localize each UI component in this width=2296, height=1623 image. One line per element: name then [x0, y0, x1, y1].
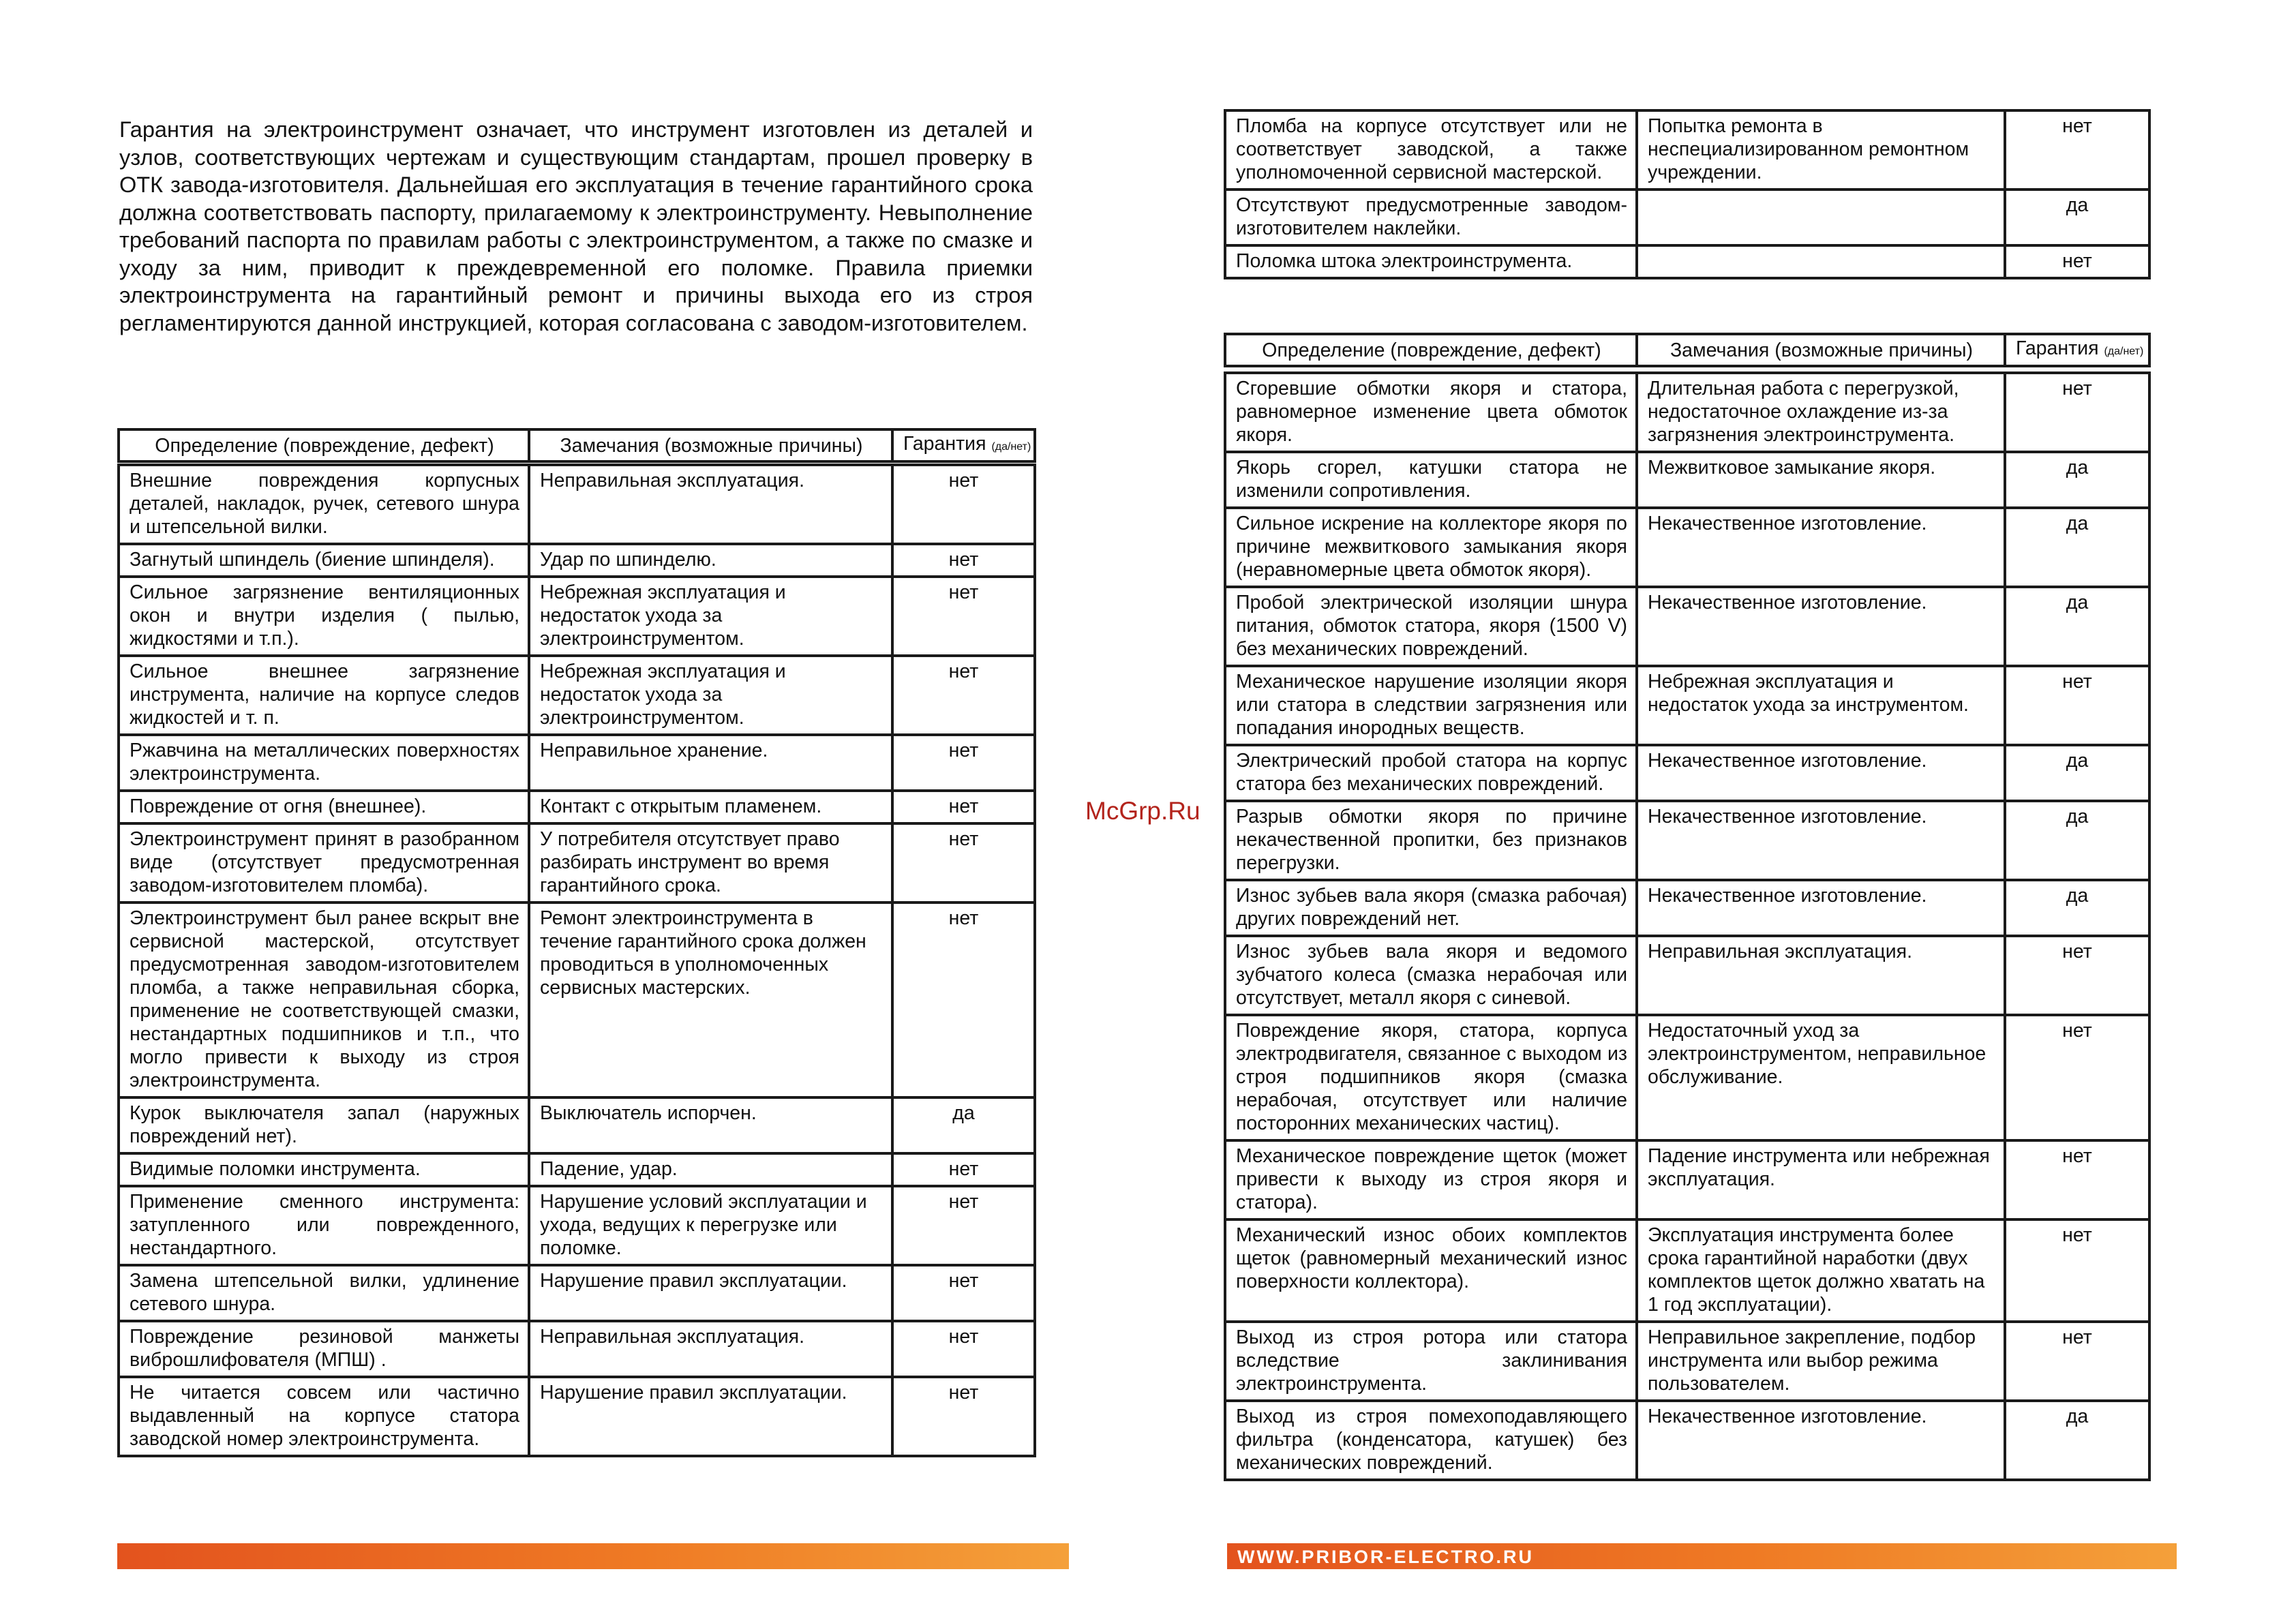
- warranty-cell: нет: [2005, 1015, 2149, 1140]
- left-table-row: [119, 735, 1035, 791]
- remarks-cell: Недостаточный уход за электроинструментом, неправильное обслуживание.: [1637, 1015, 2005, 1140]
- remarks-cell: Длительная работа с перегрузкой, недостаточное охлаждение из-за загрязнения электроинструмента.: [1637, 373, 2005, 452]
- right-table-row: [1225, 936, 2149, 1015]
- remarks-cell: Контакт с открытым пламенем.: [529, 791, 892, 823]
- definition-cell: Поломка штока электроинструмента.: [1225, 245, 1637, 278]
- right-table-row: [1225, 373, 2149, 452]
- remarks-cell: Нарушение правил эксплуатации.: [529, 1265, 892, 1321]
- left-table-row: [119, 1097, 1035, 1153]
- definition-cell: Загнутый шпиндель (биение шпинделя).: [119, 544, 529, 577]
- warranty-cell: да: [2005, 189, 2149, 245]
- footer-band-left: [117, 1543, 1069, 1569]
- warranty-cell: да: [2005, 587, 2149, 666]
- warranty-cell: нет: [892, 544, 1035, 577]
- remarks-cell: Некачественное изготовление.: [1637, 1401, 2005, 1480]
- remarks-cell: Некачественное изготовление.: [1637, 801, 2005, 880]
- definition-cell: Износ зубьев вала якоря (смазка рабочая) других повреждений нет.: [1225, 880, 1637, 936]
- remarks-cell: Падение инструмента или небрежная эксплуатация.: [1637, 1140, 2005, 1219]
- left-defects-table: [117, 464, 1036, 1457]
- remarks-cell: Нарушение условий эксплуатации и ухода, ведущих к перегрузке или поломке.: [529, 1186, 892, 1265]
- right-table-row: [1225, 880, 2149, 936]
- warranty-cell: нет: [892, 902, 1035, 1097]
- right-top-table-row: [1225, 245, 2149, 278]
- definition-cell: Сильное загрязнение вентиляционных окон и внутри изделия ( пылью, жидкостями и т.п.).: [119, 577, 529, 656]
- definition-cell: Повреждение якоря, статора, корпуса электродвигателя, связанное с выходом из строя подшипников якоря (смазка нерабочая, отсутствует или наличие посторонних механических частиц).: [1225, 1015, 1637, 1140]
- header-warranty-note-right: (да/нет): [2104, 346, 2144, 357]
- right-table-row: [1225, 1015, 2149, 1140]
- left-table-row: [119, 1321, 1035, 1377]
- warranty-cell: нет: [2005, 936, 2149, 1015]
- definition-cell: Применение сменного инструмента: затупленного или поврежденного, нестандартного.: [119, 1186, 529, 1265]
- warranty-cell: нет: [892, 1265, 1035, 1321]
- right-table-row: [1225, 666, 2149, 745]
- remarks-cell: Неправильное закрепление, подбор инструмента или выбор режима пользователем.: [1637, 1322, 2005, 1401]
- definition-cell: Выход из строя ротора или статора вследствие заклинивания электроинструмента.: [1225, 1322, 1637, 1401]
- warranty-cell: нет: [892, 1321, 1035, 1377]
- remarks-cell: Ремонт электроинструмента в течение гарантийного срока должен проводиться в уполномоченных сервисных мастерских.: [529, 902, 892, 1097]
- remarks-cell: Некачественное изготовление.: [1637, 880, 2005, 936]
- right-table-row: [1225, 508, 2149, 587]
- remarks-cell: Неправильная эксплуатация.: [1637, 936, 2005, 1015]
- header-warranty-right: [2005, 334, 2149, 366]
- definition-cell: Замена штепсельной вилки, удлинение сетевого шнура.: [119, 1265, 529, 1321]
- definition-cell: Сгоревшие обмотки якоря и статора, равномерное изменение цвета обмоток якоря.: [1225, 373, 1637, 452]
- left-table-row: [119, 902, 1035, 1097]
- right-table-row: [1225, 801, 2149, 880]
- right-table-row: [1225, 1140, 2149, 1219]
- left-table-row: [119, 544, 1035, 577]
- header-warranty-note: (да/нет): [991, 441, 1031, 453]
- warranty-cell: нет: [2005, 245, 2149, 278]
- definition-cell: Электроинструмент был ранее вскрыт вне сервисной мастерской, отсутствует предусмотренная заводом-изготовителем пломба, а также неправильная сборка, применение не соответствующей смазки, нестандартных подшипников и т.п., что могло привести к выходу из строя электроинструмента.: [119, 902, 529, 1097]
- header-definition: Определение (повреждение, дефект): [119, 429, 529, 461]
- warranty-cell: нет: [892, 735, 1035, 791]
- warranty-cell: да: [2005, 1401, 2149, 1480]
- warranty-cell: нет: [2005, 373, 2149, 452]
- definition-cell: Сильное внешнее загрязнение инструмента, наличие на корпусе следов жидкостей и т. п.: [119, 656, 529, 735]
- right-table-row: [1225, 745, 2149, 801]
- warranty-cell: да: [2005, 508, 2149, 587]
- definition-cell: Видимые поломки инструмента.: [119, 1153, 529, 1186]
- remarks-cell: Попытка ремонта в неспециализированном ремонтном учреждении.: [1637, 110, 2005, 189]
- warranty-cell: нет: [2005, 666, 2149, 745]
- header-remarks-right: Замечания (возможные причины): [1637, 334, 2005, 366]
- remarks-cell: Удар по шпинделю.: [529, 544, 892, 577]
- warranty-cell: нет: [2005, 1140, 2149, 1219]
- remarks-cell: Нарушение правил эксплуатации.: [529, 1377, 892, 1456]
- right-table-row: [1225, 1401, 2149, 1480]
- remarks-cell: Межвитковое замыкание якоря.: [1637, 452, 2005, 508]
- header-definition-right: Определение (повреждение, дефект): [1225, 334, 1637, 366]
- left-table-row: [119, 577, 1035, 656]
- warranty-cell: да: [2005, 452, 2149, 508]
- remarks-cell: Неправильная эксплуатация.: [529, 465, 892, 544]
- watermark-text: McGrp.Ru: [1085, 797, 1200, 825]
- warranty-cell: нет: [892, 791, 1035, 823]
- left-table-row: [119, 823, 1035, 902]
- warranty-cell: нет: [2005, 1322, 2149, 1401]
- definition-cell: Сильное искрение на коллекторе якоря по причине межвиткового замыкания якоря (неравномерные цвета обмоток якоря).: [1225, 508, 1637, 587]
- definition-cell: Курок выключателя запал (наружных повреждений нет).: [119, 1097, 529, 1153]
- left-table-header: [117, 428, 1036, 463]
- warranty-cell: нет: [2005, 1219, 2149, 1322]
- remarks-cell: У потребителя отсутствует право разбирать инструмент во время гарантийного срока.: [529, 823, 892, 902]
- header-remarks: Замечания (возможные причины): [529, 429, 892, 461]
- right-top-table: [1224, 109, 2151, 279]
- warranty-cell: да: [2005, 801, 2149, 880]
- definition-cell: Электроинструмент принят в разобранном виде (отсутствует предусмотренная заводом-изготовителем пломба).: [119, 823, 529, 902]
- definition-cell: Механический износ обоих комплектов щеток (равномерный механический износ поверхности коллектора).: [1225, 1219, 1637, 1322]
- remarks-cell: Некачественное изготовление.: [1637, 508, 2005, 587]
- warranty-cell: да: [892, 1097, 1035, 1153]
- header-warranty-label-right: Гарантия: [2016, 337, 2099, 359]
- remarks-cell: Неправильное хранение.: [529, 735, 892, 791]
- definition-cell: Ржавчина на металлических поверхностях электроинструмента.: [119, 735, 529, 791]
- header-warranty: [892, 429, 1035, 461]
- definition-cell: Разрыв обмотки якоря по причине некачественной пропитки, без признаков перегрузки.: [1225, 801, 1637, 880]
- remarks-cell: Некачественное изготовление.: [1637, 587, 2005, 666]
- definition-cell: Внешние повреждения корпусных деталей, накладок, ручек, сетевого шнура и штепсельной вилки.: [119, 465, 529, 544]
- warranty-cell: да: [2005, 745, 2149, 801]
- definition-cell: Выход из строя помехоподавляющего фильтра (конденсатора, катушек) без механических повреждений.: [1225, 1401, 1637, 1480]
- warranty-cell: нет: [892, 1153, 1035, 1186]
- left-table-row: [119, 1186, 1035, 1265]
- right-top-table-row: [1225, 110, 2149, 189]
- definition-cell: Электрический пробой статора на корпус статора без механических повреждений.: [1225, 745, 1637, 801]
- warranty-cell: нет: [892, 577, 1035, 656]
- intro-paragraph: Гарантия на электроинструмент означает, что инструмент изготовлен из деталей и узлов, соответствующих чертежам и существующим стандартам, прошел проверку в ОТК завода-изготовителя. Дальнейшая его эксплуатация в течение гарантийного срока должна соответствовать паспорту, прилагаемому к электроинструменту. Невыполнение требований паспорта по правилам работы с электроинструментом, а также по смазке и уходу за ним, приводит к преждевременной его поломке. Правила приемки электроинструмента на гарантийный ремонт и причины выхода его из строя регламентируются данной инструкцией, которая согласована с заводом-изготовителем.: [119, 117, 1033, 335]
- right-table-row: [1225, 587, 2149, 666]
- warranty-cell: нет: [892, 823, 1035, 902]
- remarks-cell: Небрежная эксплуатация и недостаток ухода за электроинструментом.: [529, 656, 892, 735]
- remarks-cell: [1637, 245, 2005, 278]
- left-table-row: [119, 1153, 1035, 1186]
- definition-cell: Якорь сгорел, катушки статора не изменили сопротивления.: [1225, 452, 1637, 508]
- footer-url[interactable]: WWW.PRIBOR-ELECTRO.RU: [1237, 1547, 1534, 1567]
- right-defects-table: [1224, 371, 2151, 1481]
- definition-cell: Повреждение резиновой манжеты виброшлифователя (МПШ) .: [119, 1321, 529, 1377]
- remarks-cell: Неправильная эксплуатация.: [529, 1321, 892, 1377]
- definition-cell: Повреждение от огня (внешнее).: [119, 791, 529, 823]
- warranty-cell: нет: [2005, 110, 2149, 189]
- right-table-row: [1225, 1219, 2149, 1322]
- warranty-cell: да: [2005, 880, 2149, 936]
- remarks-cell: Падение, удар.: [529, 1153, 892, 1186]
- left-table-row: [119, 791, 1035, 823]
- left-table-row: [119, 1377, 1035, 1456]
- right-top-table-row: [1225, 189, 2149, 245]
- definition-cell: Пробой электрической изоляции шнура питания, обмоток статора, якоря (1500 V) без механических повреждений.: [1225, 587, 1637, 666]
- left-table-row: [119, 656, 1035, 735]
- warranty-cell: нет: [892, 1377, 1035, 1456]
- remarks-cell: Выключатель испорчен.: [529, 1097, 892, 1153]
- remarks-cell: Эксплуатация инструмента более срока гарантийной наработки (двух комплектов щеток должно хватать на 1 год эксплуатации).: [1637, 1219, 2005, 1322]
- remarks-cell: Небрежная эксплуатация и недостаток ухода за инструментом.: [1637, 666, 2005, 745]
- definition-cell: Отсутствуют предусмотренные заводом-изготовителем наклейки.: [1225, 189, 1637, 245]
- right-table-header: [1224, 333, 2151, 367]
- header-warranty-label: Гарантия: [903, 433, 986, 455]
- left-table-row: [119, 465, 1035, 544]
- definition-cell: Механическое нарушение изоляции якоря или статора в следствии загрязнения или попадания инородных веществ.: [1225, 666, 1637, 745]
- right-table-row: [1225, 452, 2149, 508]
- definition-cell: Пломба на корпусе отсутствует или не соответствует заводской, а также уполномоченной сервисной мастерской.: [1225, 110, 1637, 189]
- left-table-row: [119, 1265, 1035, 1321]
- right-table-row: [1225, 1322, 2149, 1401]
- definition-cell: Не читается совсем или частично выдавленный на корпусе статора заводской номер электроинструмента.: [119, 1377, 529, 1456]
- remarks-cell: [1637, 189, 2005, 245]
- warranty-cell: нет: [892, 656, 1035, 735]
- warranty-cell: нет: [892, 1186, 1035, 1265]
- remarks-cell: Некачественное изготовление.: [1637, 745, 2005, 801]
- remarks-cell: Небрежная эксплуатация и недостаток ухода за электроинструментом.: [529, 577, 892, 656]
- definition-cell: Механическое повреждение щеток (может привести к выходу из строя якоря и статора).: [1225, 1140, 1637, 1219]
- warranty-cell: нет: [892, 465, 1035, 544]
- definition-cell: Износ зубьев вала якоря и ведомого зубчатого колеса (смазка нерабочая или отсутствует, металл якоря с синевой.: [1225, 936, 1637, 1015]
